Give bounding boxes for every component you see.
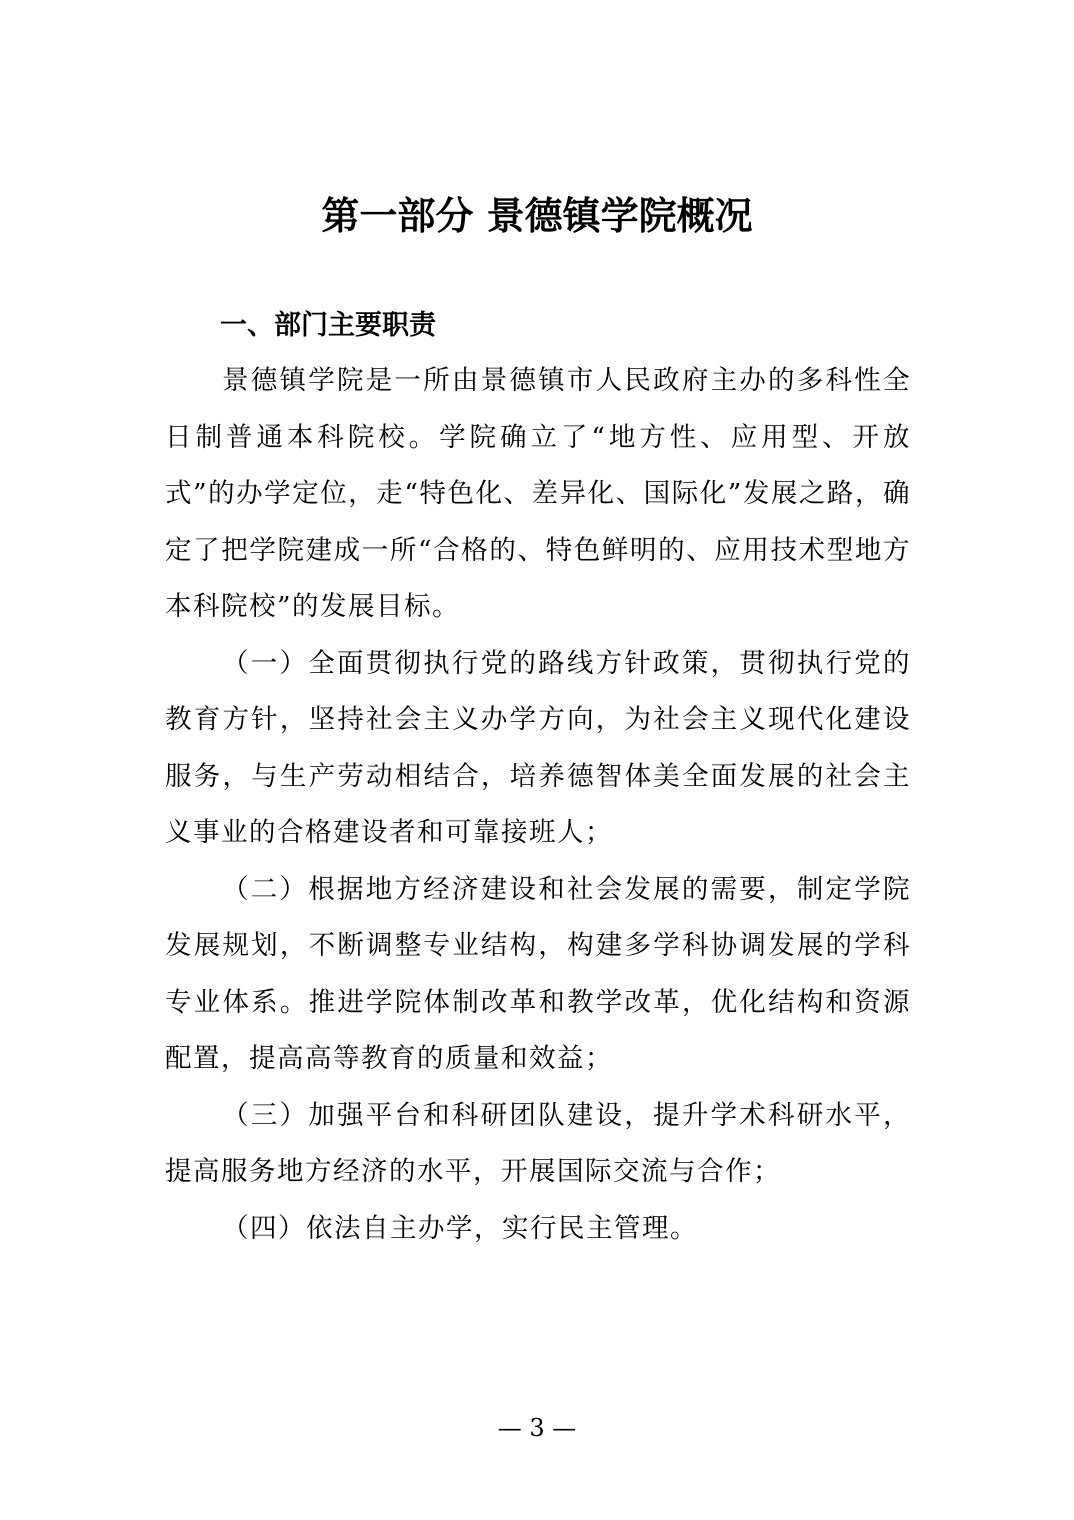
paragraph-duty-1: （一）全面贯彻执行党的路线方针政策，贯彻执行党的教育方针，坚持社会主义办学方向，为社会主义现代化建设服务，与生产劳动相结合，培养德智体美全面发展的社会主义事业的合格建设者和可靠接班人；: [165, 647, 911, 848]
body-text: [165, 353, 911, 1257]
section-heading: 一、部门主要职责: [220, 310, 436, 341]
paragraph-duty-2: （二）根据地方经济建设和社会发展的需要，制定学院发展规划，不断调整专业结构，构建多学科协调发展的学科专业体系。推进学院体制改革和教学改革，优化结构和资源配置，提高高等教育的质量和效益；: [165, 873, 911, 1074]
page-number: — 3 —: [497, 1414, 577, 1442]
paragraph-duty-3: （三）加强平台和科研团队建设，提升学术科研水平，提高服务地方经济的水平，开展国际交流与合作；: [165, 1099, 911, 1187]
paragraph-intro: 景德镇学院是一所由景德镇市人民政府主办的多科性全日制普通本科院校。学院确立了“地方性、应用型、开放式”的办学定位，走“特色化、差异化、国际化”发展之路，确定了把学院建成一所“合格的、特色鲜明的、应用技术型地方本科院校”的发展目标。: [165, 365, 911, 622]
paragraph-duty-4: （四）依法自主办学，实行民主管理。: [222, 1212, 698, 1244]
page-title: 第一部分 景德镇学院概况: [321, 194, 753, 238]
